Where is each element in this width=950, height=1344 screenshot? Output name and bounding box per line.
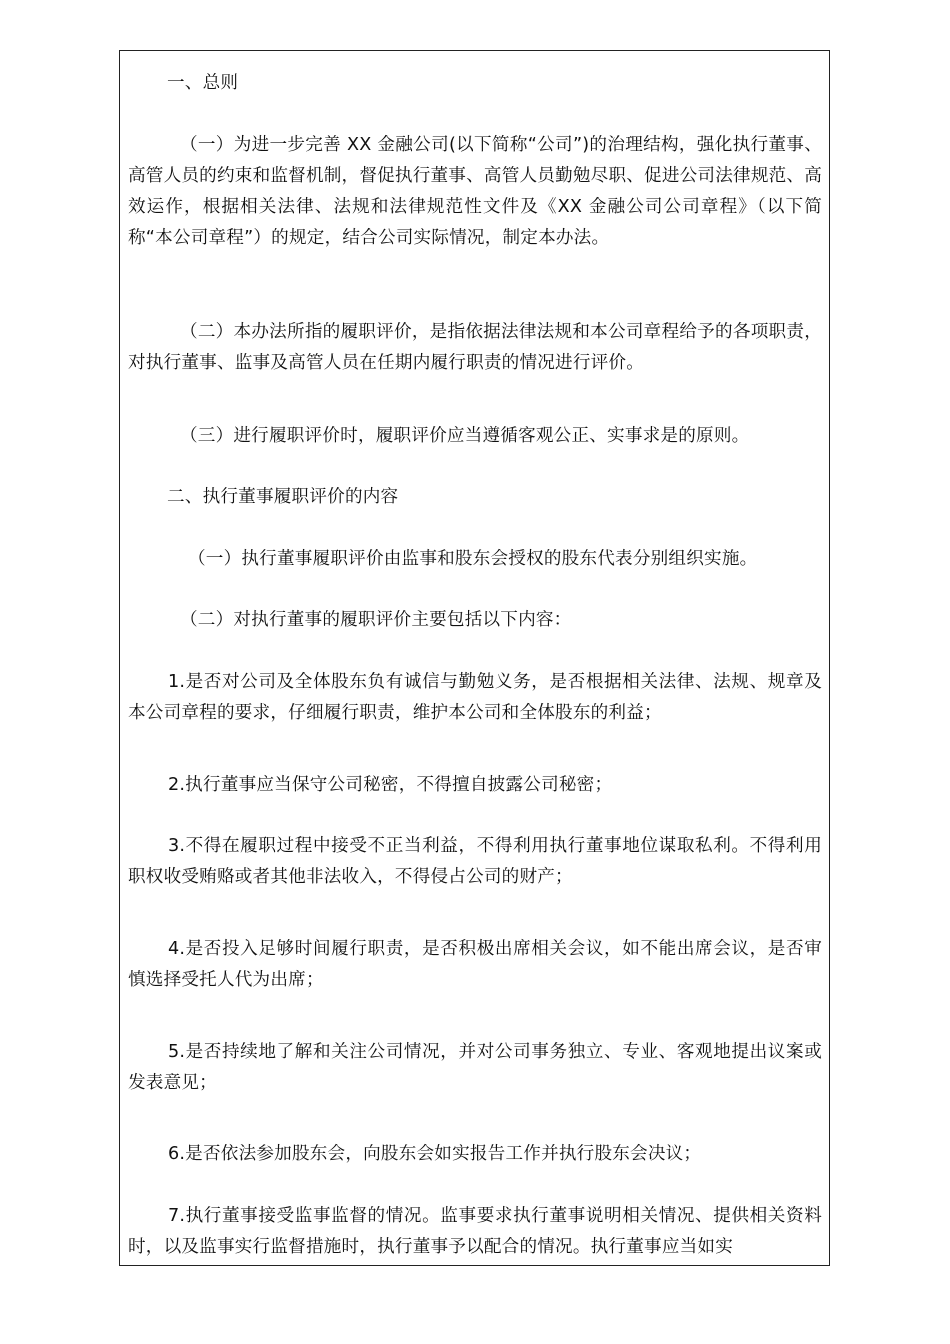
document-frame	[119, 50, 830, 1266]
list-item-7: 7.执行董事接受监事监督的情况。监事要求执行董事说明相关情况、提供相关资料时，以及监事实行监督措施时，执行董事予以配合的情况。执行董事应当如实	[128, 1206, 822, 1257]
list-item-2: 2.执行董事应当保守公司秘密，不得擅自披露公司秘密；	[168, 775, 613, 795]
paragraph-purpose: （一）为进一步完善 XX 金融公司(以下简称“公司”)的治理结构，强化执行董事、高管人员的约束和监督机制，督促执行董事、高管人员勤勉尽职、促进公司法律规范、高效运作，根据相关法律、法规和法律规范性文件及《XX 金融公司公司章程》（以下简称“本公司章程”）的规定，结合公司实际情况，制定本办法。	[128, 135, 822, 248]
paragraph-definition: （二）本办法所指的履职评价，是指依据法律法规和本公司章程给予的各项职责，对执行董事、监事及高管人员在任期内履行职责的情况进行评价。	[128, 322, 822, 373]
section-heading-director-evaluation: 二、执行董事履职评价的内容	[167, 487, 399, 507]
list-item-5: 5.是否持续地了解和关注公司情况，并对公司事务独立、专业、客观地提出议案或发表意见；	[128, 1042, 822, 1093]
list-item-4: 4.是否投入足够时间履行职责，是否积极出席相关会议，如不能出席会议，是否审慎选择受托人代为出席；	[128, 939, 822, 990]
paragraph-organizer: （一）执行董事履职评价由监事和股东会授权的股东代表分别组织实施。	[188, 549, 758, 569]
list-item-3: 3.不得在履职过程中接受不正当利益，不得利用执行董事地位谋取私利。不得利用职权收受贿赂或者其他非法收入，不得侵占公司的财产；	[128, 836, 822, 887]
section-heading-general: 一、总则	[167, 73, 239, 93]
paragraph-principle: （三）进行履职评价时，履职评价应当遵循客观公正、实事求是的原则。	[180, 426, 750, 446]
list-item-1: 1.是否对公司及全体股东负有诚信与勤勉义务，是否根据相关法律、法规、规章及本公司章程的要求，仔细履行职责，维护本公司和全体股东的利益；	[128, 672, 822, 723]
paragraph-content-intro: （二）对执行董事的履职评价主要包括以下内容：	[180, 610, 572, 630]
list-item-6: 6.是否依法参加股东会，向股东会如实报告工作并执行股东会决议；	[168, 1144, 702, 1164]
